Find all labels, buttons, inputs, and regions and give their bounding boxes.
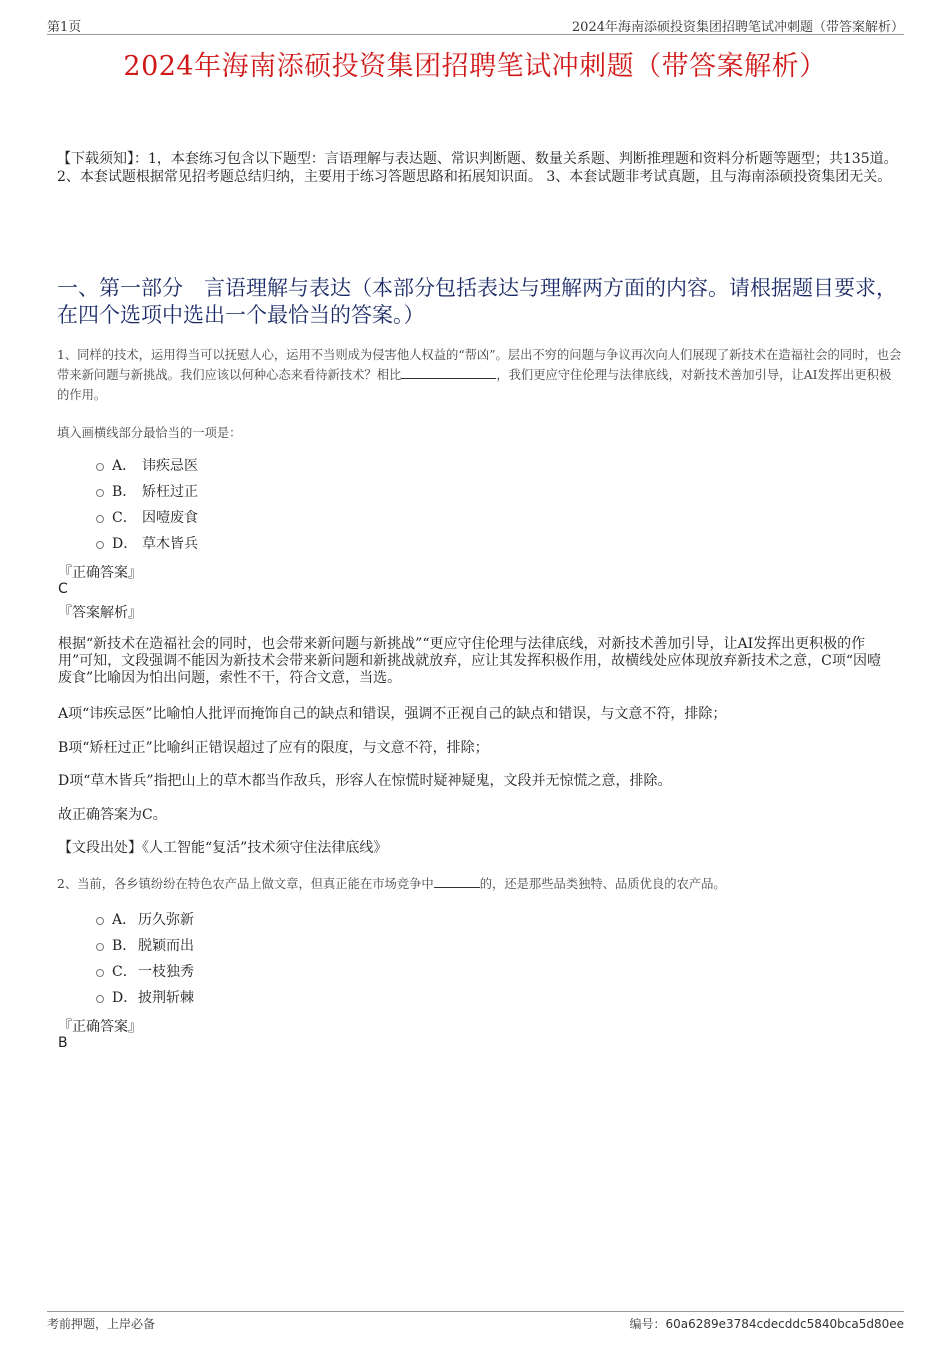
option-a[interactable] xyxy=(96,906,194,932)
radio-icon[interactable] xyxy=(96,969,104,977)
radio-icon[interactable] xyxy=(96,463,104,471)
page-footer xyxy=(47,1311,904,1336)
option-d[interactable] xyxy=(96,984,194,1010)
option-text: 讳疾忌医 xyxy=(142,458,198,474)
question-1-text-start: 1、同样的技术，运用得当可以抚慰人心，运用不当则成为侵害他人权益的“帮凶”。层出不穷的问题与争议再次向人们展现了新技术在造福社会的同时，也会带来新问题与新挑战。我们应该以何种心态来看待新技术？相比 xyxy=(57,348,902,382)
question-2-options xyxy=(96,906,194,1010)
analysis-paragraph: A项“讳疾忌医”比喻怕人批评而掩饰自己的缺点和错误，强调不正视自己的缺点和错误，与文意不符，排除； xyxy=(58,706,727,722)
radio-icon[interactable] xyxy=(96,917,104,925)
question-1-text-end: ，我们更应守住伦理与法律底线，对新技术善加引导，让AI发挥出更积极的作用。 xyxy=(57,368,892,402)
question-2-text-end: 的，还是那些品类独特、品质优良的农产品。 xyxy=(479,877,726,891)
option-letter: B． xyxy=(112,484,137,500)
answer-blank xyxy=(434,876,480,888)
option-letter: C． xyxy=(112,964,137,980)
option-text: 矫枉过正 xyxy=(142,484,198,500)
option-text: 因噎废食 xyxy=(142,510,198,526)
correct-answer: C xyxy=(58,581,68,597)
option-text: 草木皆兵 xyxy=(142,536,198,552)
option-letter: B． xyxy=(112,938,137,954)
option-text: 披荆斩棘 xyxy=(138,990,194,1006)
option-letter: A． xyxy=(112,912,137,928)
analysis-paragraph: 根据“新技术在造福社会的同时，也会带来新问题与新挑战”“更应守住伦理与法律底线，对新技术善加引导，让AI发挥出更积极的作用”可知，文段强调不能因为新技术会带来新问题和新挑战就放弃，应让其发挥积极作用，故横线处应体现放弃新技术之意，C项“因噎废食”比喻因为怕出问题，索性不干，符合文意，当选。 xyxy=(58,636,882,686)
correct-answer-label: 『正确答案』 xyxy=(58,565,142,581)
option-text: 脱颖而出 xyxy=(138,938,194,954)
option-letter: D． xyxy=(112,536,138,552)
option-c[interactable] xyxy=(96,958,194,984)
radio-icon[interactable] xyxy=(96,943,104,951)
question-2-text-start: 2、当前，各乡镇纷纷在特色农产品上做文章，但真正能在市场竞争中 xyxy=(57,877,434,891)
answer-blank xyxy=(401,367,496,379)
option-text: 一枝独秀 xyxy=(138,964,194,980)
section-heading: 一、第一部分 言语理解与表达（本部分包括表达与理解两方面的内容。请根据题目要求，在四个选项中选出一个最恰当的答案。） xyxy=(57,276,897,327)
option-a[interactable] xyxy=(96,452,198,478)
radio-icon[interactable] xyxy=(96,995,104,1003)
radio-icon[interactable] xyxy=(96,541,104,549)
correct-answer: B xyxy=(58,1035,68,1051)
option-letter: C． xyxy=(112,510,137,526)
correct-answer-label: 『正确答案』 xyxy=(58,1019,142,1035)
analysis-paragraph: D项“草木皆兵”指把山上的草木都当作敌兵，形容人在惊慌时疑神疑鬼，文段并无惊慌之意，排除。 xyxy=(58,773,672,789)
download-notice: 【下载须知】：1，本套练习包含以下题型：言语理解与表达题、常识判断题、数量关系题、判断推理题和资料分析题等题型；共135道。 2、本套试题根据常见招考题总结归纳，主要用于练习答题思路和拓展知识面。 3、本套试题非考试真题，且与海南添硕投资集团无关。 xyxy=(57,151,898,185)
footer-slogan: 考前押题，上岸必备 xyxy=(47,1317,156,1331)
source-citation: 【文段出处】《人工智能“复活”技术须守住法律底线》 xyxy=(58,840,388,856)
code-label: 编号： xyxy=(629,1317,666,1331)
option-letter: A． xyxy=(112,458,137,474)
option-letter: D． xyxy=(112,990,138,1006)
analysis-paragraph: B项“矫枉过正”比喻纠正错误超过了应有的限度，与文意不符，排除； xyxy=(58,740,489,756)
header-doc-title: 2024年海南添硕投资集团招聘笔试冲刺题（带答案解析） xyxy=(571,20,904,35)
page-header xyxy=(47,14,904,35)
page-number: 第1页 xyxy=(47,20,82,35)
option-b[interactable] xyxy=(96,932,194,958)
analysis-label: 『答案解析』 xyxy=(58,605,142,621)
question-1-prompt: 填入画横线部分最恰当的一项是： xyxy=(57,426,242,440)
option-b[interactable] xyxy=(96,478,198,504)
option-d[interactable] xyxy=(96,530,198,556)
option-text: 历久弥新 xyxy=(138,912,194,928)
analysis-paragraph: 故正确答案为C。 xyxy=(58,807,167,823)
question-1-text xyxy=(57,345,902,405)
question-2-text xyxy=(57,874,902,894)
question-1-options xyxy=(96,452,198,556)
radio-icon[interactable] xyxy=(96,489,104,497)
option-c[interactable] xyxy=(96,504,198,530)
document-title: 2024年海南添硕投资集团招聘笔试冲刺题（带答案解析） xyxy=(123,51,827,82)
radio-icon[interactable] xyxy=(96,515,104,523)
document-code xyxy=(629,1315,904,1332)
code-value: 60a6289e3784cdecddc5840bca5d80ee xyxy=(665,1317,904,1331)
